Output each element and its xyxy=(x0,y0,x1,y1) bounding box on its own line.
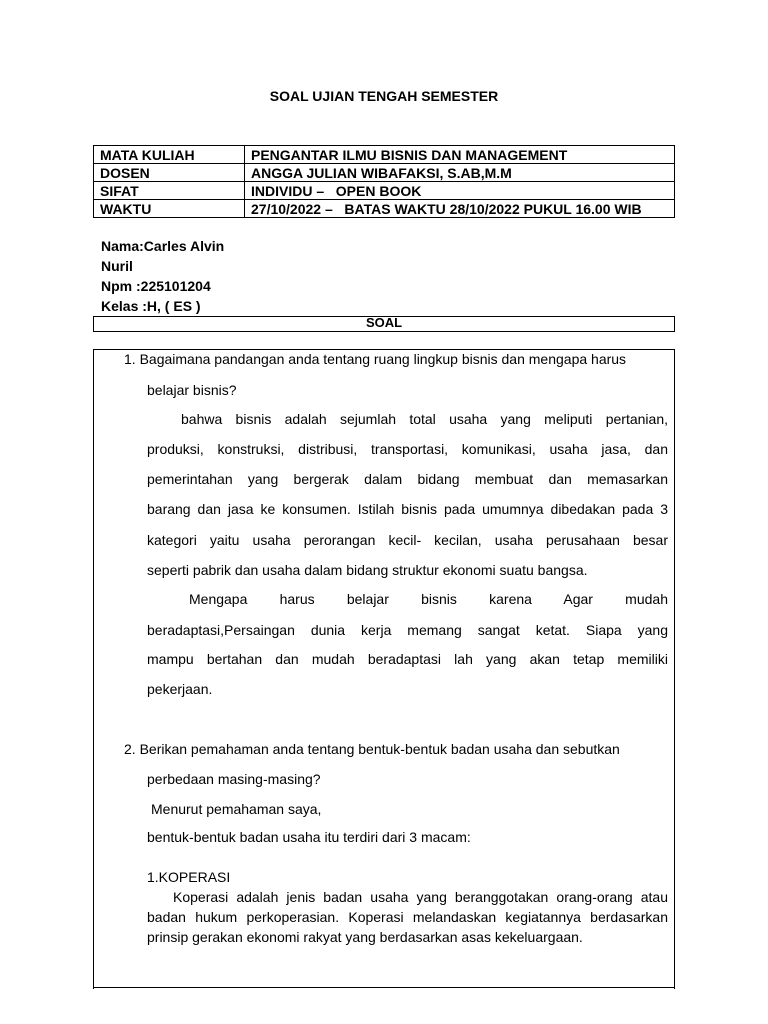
info-value: 27/10/2022 – BATAS WAKTU 28/10/2022 PUKUL 16.00 WIB xyxy=(245,200,675,218)
info-label: MATA KULIAH xyxy=(94,146,245,164)
question-1-cont: belajar bisnis? xyxy=(147,382,237,398)
info-label: SIFAT xyxy=(94,182,245,200)
subsection-text: Koperasi adalah jenis badan usaha yang beranggotakan orang-orang atau badan hukum perkoperasian. Koperasi melandaskan kegiatannya berdasarkan prinsip gerakan ekonomi rakyat yang berdasarkan asas kekeluargaan. xyxy=(147,889,668,945)
info-label: WAKTU xyxy=(94,200,245,218)
info-value: PENGANTAR ILMU BISNIS DAN MANAGEMENT xyxy=(245,146,675,164)
question-1: 1. Bagaimana pandangan anda tentang ruang lingkup bisnis dan mengapa harus xyxy=(124,351,627,367)
question-2-cont: perbedaan masing-masing? xyxy=(147,771,321,787)
student-class: Kelas :H, ( ES ) xyxy=(101,298,201,314)
answer-1b-line: mampu bertahan dan mudah beradaptasi lah yang akan tetap memiliki xyxy=(147,651,668,667)
student-npm: Npm :225101204 xyxy=(101,278,211,294)
table-row xyxy=(94,164,675,182)
answer-1-line: bahwa bisnis adalah sejumlah total usaha yang meliputi pertanian, xyxy=(181,411,668,427)
answer-2-intro: Menurut pemahaman saya, xyxy=(151,801,322,817)
answer-1-line: produksi, konstruksi, distribusi, transportasi, komunikasi, usaha jasa, dan xyxy=(147,441,668,457)
answer-1-line: seperti pabrik dan usaha dalam bidang struktur ekonomi suatu bangsa. xyxy=(147,562,588,578)
question-2: 2. Berikan pemahaman anda tentang bentuk-bentuk badan usaha dan sebutkan xyxy=(124,741,620,757)
answer-box-bottom-border xyxy=(93,987,675,988)
student-name-cont: Nuril xyxy=(101,258,133,274)
answer-1b-line: beradaptasi,Persaingan dunia kerja memang sangat ketat. Siapa yang xyxy=(147,622,668,638)
page-title: SOAL UJIAN TENGAH SEMESTER xyxy=(269,88,499,104)
table-row xyxy=(94,182,675,200)
table-row xyxy=(94,146,675,164)
exam-info-table xyxy=(93,145,675,218)
answer-1-line: pemerintahan yang bergerak dalam bidang membuat dan memasarkan xyxy=(147,471,668,487)
answer-1-line: kategori yaitu usaha perorangan kecil- kecilan, usaha perusahaan besar xyxy=(147,532,668,548)
answer-1b-line: Mengapa harus belajar bisnis karena Agar mudah xyxy=(189,591,668,607)
info-value: INDIVIDU – OPEN BOOK xyxy=(245,182,675,200)
soal-header: SOAL xyxy=(93,316,675,332)
answer-1-line: barang dan jasa ke konsumen. Istilah bisnis pada umumnya dibedakan pada 3 xyxy=(147,501,668,517)
student-name: Nama:Carles Alvin xyxy=(101,238,225,254)
info-label: DOSEN xyxy=(94,164,245,182)
answer-1b-line: pekerjaan. xyxy=(147,681,213,697)
student-info xyxy=(101,236,224,316)
table-row xyxy=(94,200,675,218)
info-value: ANGGA JULIAN WIBAFAKSI, S.AB,M.M xyxy=(245,164,675,182)
answer-2-intro-cont: bentuk-bentuk badan usaha itu terdiri dari 3 macam: xyxy=(147,829,471,845)
subsection-title: 1.KOPERASI xyxy=(147,869,231,885)
